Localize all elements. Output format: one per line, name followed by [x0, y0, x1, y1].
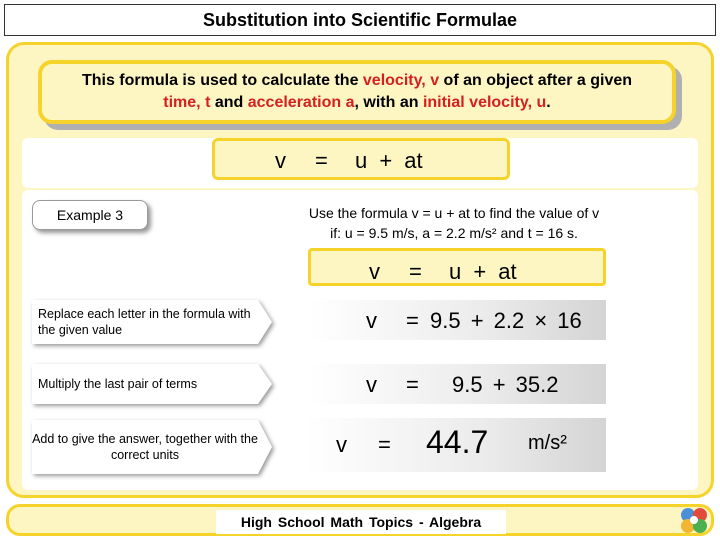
step-multiply-box: [308, 364, 606, 404]
instruction-text: [240, 203, 668, 243]
intro-text-part: This formula is used to calculate the: [81, 72, 363, 89]
step-lhs: v: [366, 372, 377, 397]
step-label-answer: [32, 420, 272, 474]
step-label-substitute: [32, 300, 272, 344]
intro-text: [82, 70, 632, 114]
intro-text-part: and: [210, 94, 248, 111]
step-lhs: v: [336, 432, 347, 457]
intro-text-part: .: [546, 94, 551, 111]
answer-value: 44.7: [426, 424, 489, 460]
intro-box: [38, 60, 676, 124]
title-text: Substitution into Scientific Formulae: [202, 9, 517, 30]
formula-lhs: v: [275, 148, 286, 173]
intro-highlight-initial-velocity: initial velocity, u: [422, 94, 547, 111]
formula-rhs: u + at: [355, 148, 423, 173]
footer-label: [216, 510, 506, 534]
formula-box: [212, 138, 510, 180]
formula-equals: =: [315, 148, 328, 173]
instruction-line-2: if: u = 9.5 m/s, a = 2.2 m/s² and t = 16 s.: [330, 225, 578, 241]
step-equals: =: [378, 432, 391, 457]
step-label-multiply: [32, 364, 272, 404]
intro-highlight-time: time, t: [163, 94, 211, 111]
step-label-text: Add to give the answer, together with the correct units: [32, 432, 258, 462]
step-lhs: v: [369, 259, 380, 284]
intro-text-part: , with an: [354, 94, 423, 111]
step-rhs: 9.5 + 2.2 × 16: [430, 308, 582, 333]
step-substitute-box: [308, 300, 606, 340]
page-title: [4, 4, 716, 36]
intro-highlight-velocity: velocity, v: [362, 72, 440, 89]
step-label-text: Multiply the last pair of terms: [38, 377, 198, 391]
step-formula-box: [308, 248, 606, 286]
step-answer-box: [306, 418, 606, 472]
answer-unit: m/s²: [528, 432, 567, 454]
instruction-line-1: Use the formula v = u + at to find the value of v: [308, 205, 600, 221]
intro-text-part: of an object after a given: [439, 72, 633, 89]
step-equals: =: [406, 372, 419, 397]
intro-highlight-acceleration: acceleration a: [247, 94, 355, 111]
step-equals: =: [409, 259, 422, 284]
step-equals: =: [406, 308, 419, 333]
example-label-text: Example 3: [56, 207, 124, 223]
step-rhs: 9.5 + 35.2: [452, 372, 559, 397]
step-label-text: Replace each letter in the formula with the given value: [38, 307, 251, 337]
step-lhs: v: [366, 308, 377, 333]
step-rhs: u + at: [449, 259, 517, 284]
puzzle-logo-icon: [678, 506, 710, 534]
footer-text: High School Math Topics - Algebra: [240, 514, 482, 530]
example-label: [32, 200, 148, 230]
